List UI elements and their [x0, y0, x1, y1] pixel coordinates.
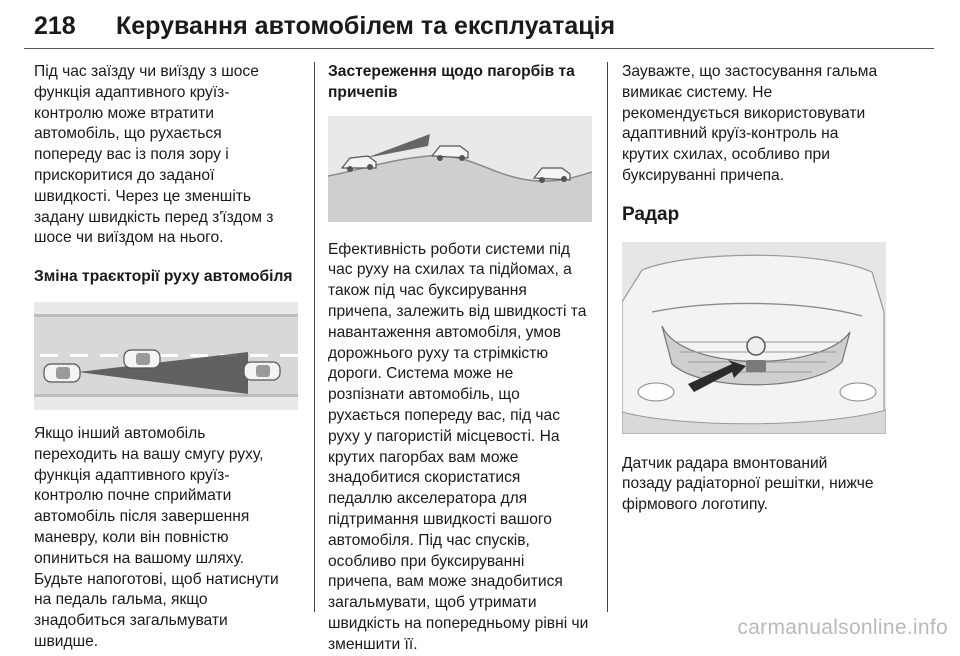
watermark: carmanualsonline.info	[737, 616, 948, 639]
heading-hills-trailers: Застереження щодо пагорбів та причепів	[328, 63, 575, 101]
road-edge	[34, 394, 298, 397]
radar-beam	[366, 134, 430, 158]
fog-light	[638, 383, 674, 401]
paragraph-brake-note: Зауважте, що застосування гальма вимикає систему. Не рекомендується використовувати адаптивний круїз-контроль на крутих схилах, особливо при буксируванні причепа.	[622, 63, 878, 184]
fog-light	[840, 383, 876, 401]
column-divider	[314, 62, 315, 612]
hills-illustration	[328, 116, 592, 222]
car-far-ahead	[244, 362, 280, 380]
column-2	[328, 62, 596, 656]
heading-radar: Радар	[622, 203, 680, 225]
lane-change-illustration	[34, 302, 298, 410]
paragraph-hills-trailers: Ефективність роботи системи під час руху на схилах та підйомах, а також під час буксирування причепа, залежить від швидкості та навантаження автомобіля, умов дорожнього руху та стрімкістю дороги. Система може не розпізнати автомобіль, що рухається попереду вас, під час руху у пагористій місцевості. На крутих пагорбах вам може знадобитися скористатися педаллю акселератора для підтримання швидкості вашого автомобіля. Під час спусків, особливо при буксируванні причепа, вам може знадобитися загальмувати, щоб утримати швидкість на попередньому рівні чи зменшити її.	[328, 240, 589, 653]
column-1	[34, 62, 302, 653]
paragraph-lane-change: Якщо інший автомобіль переходить на вашу смугу руху, функція адаптивного круїз- контролю почне сприймати автомобіль після завершення маневру, коли він повністю опиниться на вашому шляху. Будьте напоготові, щоб натиснути на педаль гальма, якщо знадобиться загальмувати швидше.	[34, 424, 279, 650]
page-number: 218	[34, 12, 76, 40]
column-3	[622, 62, 890, 516]
road-edge	[34, 314, 298, 317]
paragraph-radar-location: Датчик радара вмонтований позаду радіаторної решітки, нижче фірмового логотипу.	[622, 454, 874, 514]
paragraph-highway-exit: Під час заїзду чи виїзду з шосе функція адаптивного круїз- контролю може втратити автомобіль, що рухається попереду вас із поля зору і прискоритися до заданої швидкості. Через це зменшіть задану швидкість перед з'їздом з шосе чи виїздом на нього.	[34, 63, 274, 247]
heading-lane-change: Зміна траєкторії руху автомобіля	[34, 268, 293, 286]
radar-location-photo	[622, 242, 886, 434]
own-car	[44, 364, 80, 382]
brand-logo	[747, 337, 765, 355]
column-divider	[607, 62, 608, 612]
running-title: Керування автомобілем та експлуатація	[116, 12, 616, 40]
lane-markings	[40, 354, 298, 357]
car-ahead-merging	[124, 350, 160, 368]
radar-sensor	[746, 360, 766, 372]
page-header	[24, 12, 934, 49]
